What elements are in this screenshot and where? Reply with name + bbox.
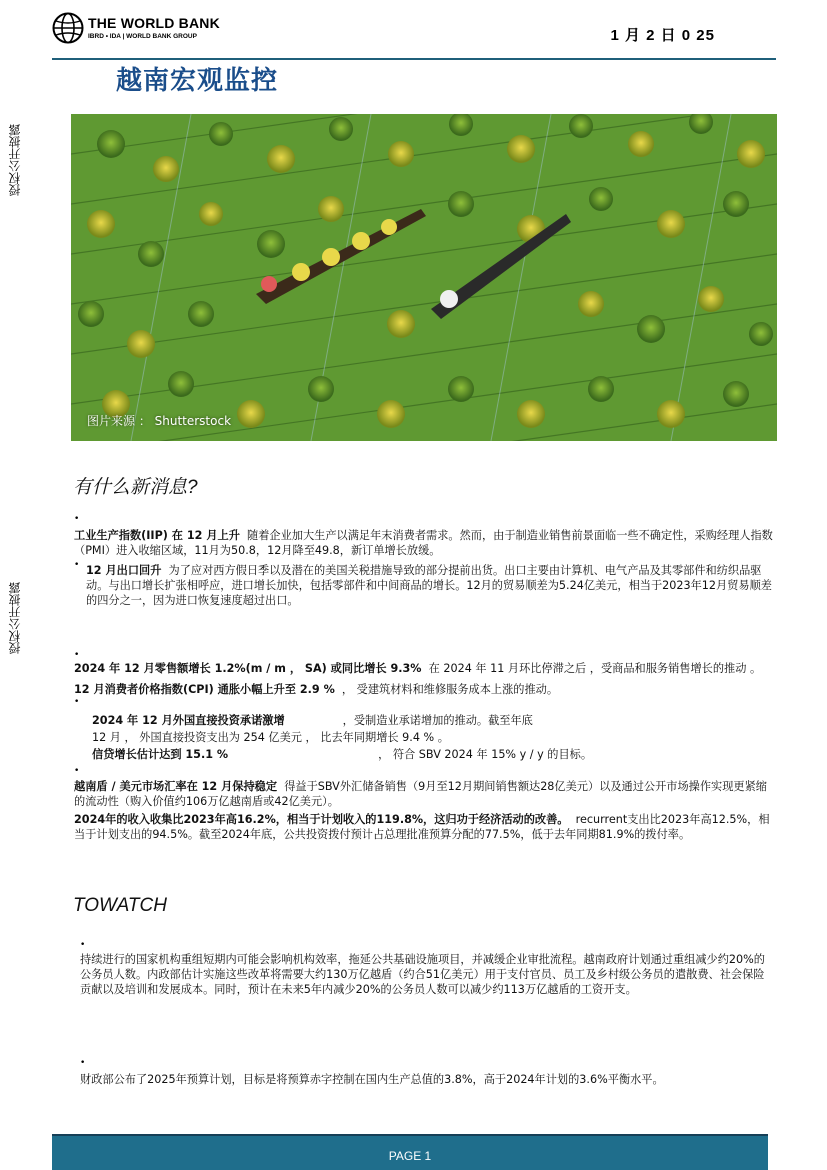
paragraph-fdi-2: 12 月 ， 外国直接投资支出为 254 亿美元 ， 比去年同期增长 9.4 % 。	[92, 731, 449, 744]
paragraph-budget: 财政部公布了2025年预算计划，目标是将预算赤字控制在国内生产总值的3.8%，高于2024年计划的3.6%平衡水平。	[80, 1073, 664, 1086]
paragraph-credit	[92, 747, 772, 762]
bullet-icon: •	[74, 560, 80, 570]
text-revenue: recurrent支出比2023年高12.5%，相当于计划支出的94.5%。截至2024年底，公共投资拨付预计占总理批准预算分配的77.5%，低于去年同期81.9%的拨付率。	[74, 813, 770, 841]
page-title: 越南宏观监控	[116, 66, 279, 96]
text-exports: 为了应对西方假日季以及潜在的美国关税措施导致的部分提前出货。出口主要由计算机、电气产品及其零部件和纺织品驱动。与出口增长扩张相呼应，进口增长加快，包括零部件和中间商品的增长。12月的贸易顺差为5.24亿美元，相当于2023年12月贸易顺差的四分之一，因为进口恢复速度超过出口。	[86, 564, 772, 607]
paragraph-revenue	[74, 812, 774, 842]
report-date: 1 月 2 日 0 25	[610, 27, 715, 44]
aerial-orchard-illustration	[71, 114, 777, 441]
paragraph-iip	[74, 528, 774, 558]
world-bank-logo	[52, 12, 232, 48]
paragraph-fdi	[92, 713, 772, 728]
text-fx: 得益于SBV外汇储备销售（9月至12月期间销售额达28亿美元）以及通过公开市场操作实现更紧缩的流动性（购入价值约106万亿越南盾或42亿美元）。	[74, 780, 767, 808]
side-label-disclosure: 授权公开披露	[8, 124, 22, 196]
section-heading-to-watch: TOWATCH	[73, 895, 167, 916]
bullet-icon: •	[74, 650, 80, 660]
text-credit: ， 符合 SBV 2024 年 15% y / y 的目标。	[378, 748, 593, 761]
page-number: PAGE 1	[388, 1149, 432, 1163]
org-subtitle: IBRD • IDA | WORLD BANK GROUP	[88, 33, 197, 40]
lead-revenue: 2024年的收入收集比2023年高16.2%，相当于计划收入的119.8%，这归功于经济活动的改善。	[74, 813, 569, 826]
globe-icon	[52, 12, 84, 44]
org-name: THE WORLD BANK	[88, 15, 220, 31]
lead-fx: 越南盾 / 美元市场汇率在 12 月保持稳定	[74, 780, 278, 793]
photo-credit: 图片来源 ： Shutterstock	[87, 414, 232, 428]
lead-exports: 12 月出口回升	[86, 564, 162, 577]
paragraph-fx	[74, 779, 774, 809]
paragraph-cpi	[74, 682, 774, 697]
side-label-disclosure-2: 授权公开披露	[8, 582, 22, 654]
bullet-icon: •	[80, 1058, 86, 1068]
cover-photo	[71, 114, 777, 441]
lead-fdi: 2024 年 12 月外国直接投资承诺激增	[92, 714, 285, 727]
lead-credit: 信贷增长估计达到 15.1 %	[92, 748, 229, 761]
text-iip: 随着企业加大生产以满足年末消费者需求。然而，由于制造业销售前景面临一些不确定性，采购经理人指数（PMI）进入收缩区域，11月为50.8，12月降至49.8，新订单增长放缓。	[74, 529, 773, 557]
bullet-icon: •	[74, 514, 80, 524]
section-heading-whats-new: 有什么新消息?	[73, 477, 198, 498]
bullet-icon: •	[80, 940, 86, 950]
paragraph-retail	[74, 661, 774, 676]
lead-retail: 2024 年 12 月零售额增长 1.2%(m / m ， SA) 或同比增长 9.3%	[74, 662, 422, 675]
bullet-icon: •	[74, 697, 80, 707]
lead-iip: 工业生产指数(IIP) 在 12 月上升	[74, 529, 240, 542]
paragraph-exports	[86, 563, 772, 608]
text-cpi: ， 受建筑材料和维修服务成本上涨的推动。	[341, 683, 559, 696]
paragraph-restructuring: 持续进行的国家机构重组短期内可能会影响机构效率，拖延公共基础设施项目，并减缓企业审批流程。越南政府计划通过重组减少约20%的公务员人数。内政部估计实施这些改革将需要大约130万亿越盾（约合51亿美元）用于支付官员、员工及乡村级公务员的遣散费、社会保险贡献以及培训和发展成本。同时，预计在未来5年内减少20%的公务员人数可以减少约113万亿越盾的工资开支。	[80, 953, 765, 996]
lead-cpi: 12 月消费者价格指数(CPI) 通胀小幅上升至 2.9 %	[74, 683, 335, 696]
bullet-icon: •	[74, 766, 80, 776]
text-retail: 在 2024 年 11 月环比停滞之后 ，受商品和服务销售增长的推动 。	[428, 662, 762, 675]
page-footer	[52, 1134, 768, 1170]
text-fdi: ，受制造业承诺增加的推动。截至年底	[342, 714, 533, 727]
